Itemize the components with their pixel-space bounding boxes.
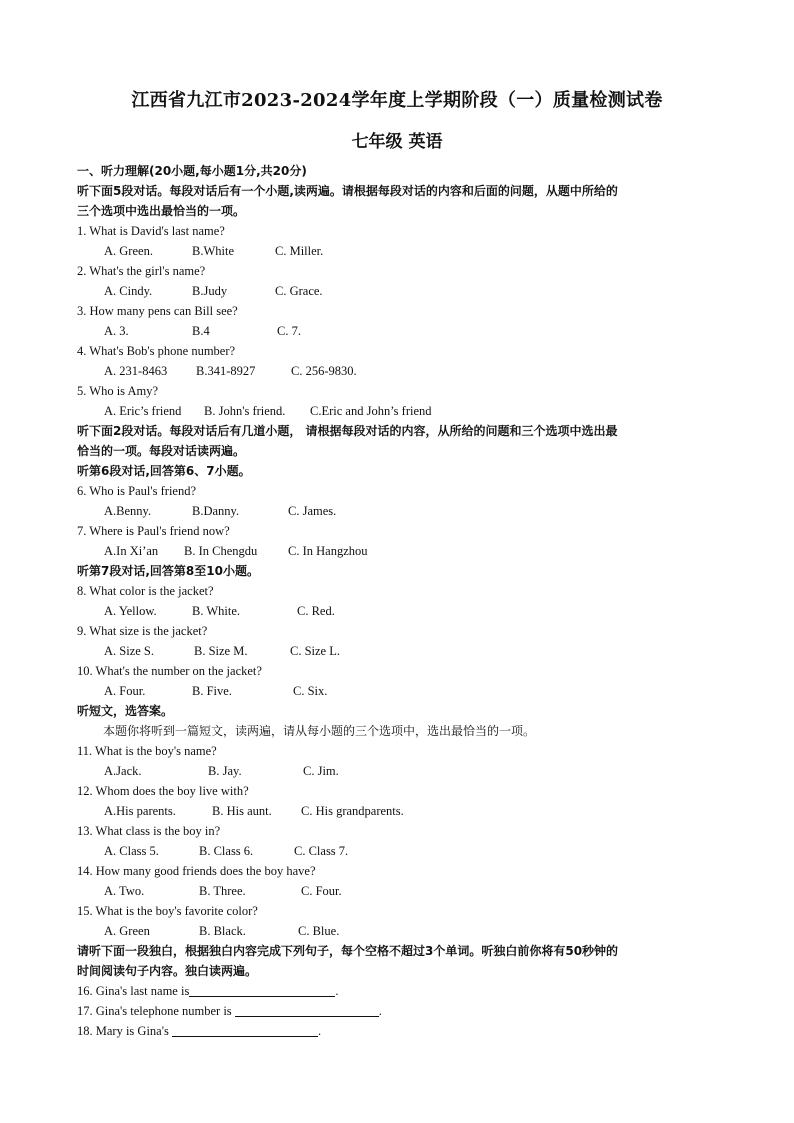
question: 6. Who is Paul's friend? <box>77 484 197 498</box>
option-b: B. Jay. <box>208 764 242 778</box>
answer-blank[interactable] <box>235 1002 379 1017</box>
option-b: B. White. <box>192 604 241 618</box>
fill-prompt: 17. Gina's telephone number is <box>77 1004 232 1018</box>
option-a: A. Two. <box>104 884 145 898</box>
question: 8. What color is the jacket? <box>77 584 214 598</box>
options <box>77 281 722 301</box>
option-b: B.White <box>192 244 235 258</box>
option-a: A. Yellow. <box>104 604 157 618</box>
dialog-instruction: 听第7段对话,回答第8至10小题。 <box>77 564 259 578</box>
option-b: B.Danny. <box>192 504 240 518</box>
fill-question <box>77 1001 722 1021</box>
fill-question <box>77 981 722 1001</box>
option-b: B. John's friend. <box>204 404 286 418</box>
question: 3. How many pens can Bill see? <box>77 304 238 318</box>
options <box>77 541 722 561</box>
option-b: B. Five. <box>192 684 232 698</box>
option-a: A.Benny. <box>104 504 152 518</box>
option-b: B.341-8927 <box>196 364 256 378</box>
part1-instruction: 三个选项中选出最恰当的一项。 <box>77 204 246 218</box>
option-b: B. Class 6. <box>199 844 254 858</box>
option-a: A. 231-8463 <box>104 364 168 378</box>
question: 5. Who is Amy? <box>77 384 159 398</box>
option-c: C. Class 7. <box>294 844 349 858</box>
options <box>77 501 722 521</box>
question: 13. What class is the boy in? <box>77 824 221 838</box>
answer-blank[interactable] <box>189 982 335 997</box>
option-c: C. Red. <box>297 604 335 618</box>
dialog-instruction: 听第6段对话,回答第6、7小题。 <box>77 464 251 478</box>
fill-prompt: 18. Mary is Gina's <box>77 1024 169 1038</box>
option-b: B.4 <box>192 324 210 338</box>
question: 2. What's the girl's name? <box>77 264 206 278</box>
option-a: A. 3. <box>104 324 129 338</box>
options <box>77 881 722 901</box>
option-a: A. Eric’s friend <box>104 404 182 418</box>
passage-instruction: 本题你将听到一篇短文，读两遍，请从每小题的三个选项中，选出最恰当的一项。 <box>103 724 536 738</box>
fill-prompt: 16. Gina's last name is <box>77 984 190 998</box>
option-c: C. 7. <box>277 324 301 338</box>
page-subtitle: 七年级 英语 <box>351 132 443 152</box>
options <box>77 761 722 781</box>
fill-end: . <box>378 1004 382 1018</box>
question: 10. What's the number on the jacket? <box>77 664 262 678</box>
question: 7. Where is Paul's friend now? <box>77 524 230 538</box>
option-c: C. 256-9830. <box>291 364 357 378</box>
option-c: C. Miller. <box>275 244 324 258</box>
option-b: B.Judy <box>192 284 228 298</box>
option-a: A.His parents. <box>104 804 176 818</box>
question: 4. What's Bob's phone number? <box>77 344 236 358</box>
option-c: C.Eric and John’s friend <box>310 404 432 418</box>
options <box>77 681 722 701</box>
page-title: 江西省九江市2023-2024学年度上学期阶段（一）质量检测试卷 <box>131 90 663 111</box>
part2-instruction: 听下面2段对话。每段对话后有几道小题， 请根据每段对话的内容，从所给的问题和三个选项中选出最 <box>77 424 618 438</box>
option-c: C. Six. <box>293 684 328 698</box>
option-b: B. Black. <box>199 924 246 938</box>
question: 12. Whom does the boy live with? <box>77 784 249 798</box>
fill-question <box>77 1021 722 1041</box>
monologue-instruction: 请听下面一段独白，根据独白内容完成下列句子，每个空格不超过3个单词。听独白前你将有50秒钟的 <box>77 944 619 958</box>
option-b: B. Three. <box>199 884 246 898</box>
option-b: B. His aunt. <box>212 804 272 818</box>
options <box>77 841 722 861</box>
option-c: C. Blue. <box>298 924 340 938</box>
option-c: C. Jim. <box>303 764 339 778</box>
options <box>77 601 722 621</box>
options <box>77 321 722 341</box>
option-c: C. Four. <box>301 884 342 898</box>
option-c: C. James. <box>288 504 337 518</box>
fill-end: . <box>335 984 339 998</box>
options <box>77 641 722 661</box>
monologue-instruction: 时间阅读句子内容。独白读两遍。 <box>77 964 258 978</box>
question: 14. How many good friends does the boy have? <box>77 864 316 878</box>
options <box>77 361 722 381</box>
answer-blank[interactable] <box>172 1022 318 1037</box>
option-a: A.In Xi’an <box>104 544 159 558</box>
option-b: B. Size M. <box>194 644 248 658</box>
option-a: A.Jack. <box>104 764 142 778</box>
option-c: C. His grandparents. <box>301 804 404 818</box>
passage-heading: 听短文，选答案。 <box>77 704 174 718</box>
exam-body <box>77 161 722 1041</box>
options <box>77 921 722 941</box>
options <box>77 801 722 821</box>
fill-end: . <box>317 1024 322 1038</box>
options <box>77 241 722 261</box>
option-a: A. Size S. <box>104 644 154 658</box>
options <box>77 401 722 421</box>
option-c: C. Size L. <box>290 644 340 658</box>
question: 1. What is David's last name? <box>77 224 225 238</box>
option-c: C. In Hangzhou <box>288 544 368 558</box>
part1-instruction: 听下面5段对话。每段对话后有一个小题,读两遍。请根据每段对话的内容和后面的问题，从题中所给的 <box>77 184 618 198</box>
question: 11. What is the boy's name? <box>77 744 217 758</box>
question: 15. What is the boy's favorite color? <box>77 904 258 918</box>
option-a: A. Cindy. <box>104 284 153 298</box>
option-a: A. Green. <box>104 244 153 258</box>
option-a: A. Four. <box>104 684 146 698</box>
question: 9. What size is the jacket? <box>77 624 208 638</box>
option-c: C. Grace. <box>275 284 323 298</box>
section-heading: 一、听力理解(20小题,每小题1分,共20分) <box>77 164 307 178</box>
part2-instruction: 恰当的一项。每段对话读两遍。 <box>77 444 246 458</box>
option-a: A. Green <box>104 924 150 938</box>
option-b: B. In Chengdu <box>184 544 258 558</box>
option-a: A. Class 5. <box>104 844 159 858</box>
